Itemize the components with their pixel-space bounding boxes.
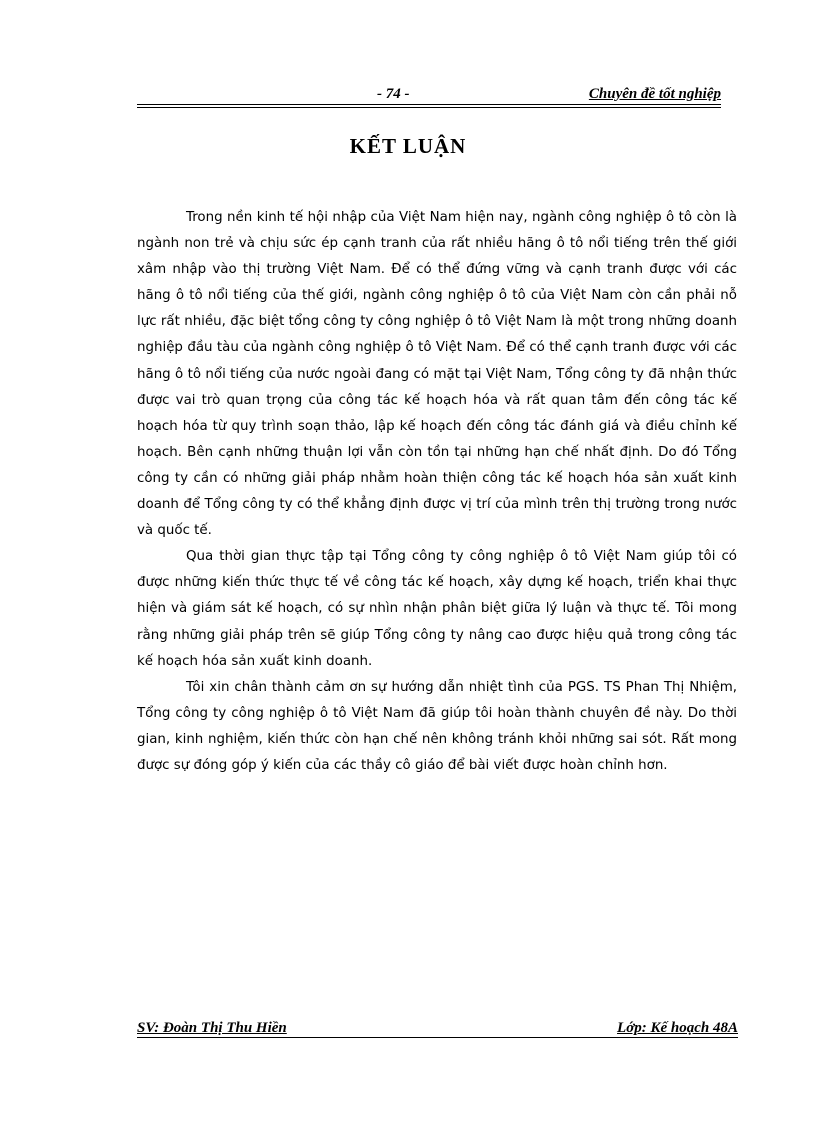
page-header <box>137 86 721 104</box>
header-divider <box>137 104 721 108</box>
page-number: - 74 - <box>377 86 410 102</box>
paragraph: Trong nền kinh tế hội nhập của Việt Nam hiện nay, ngành công nghiệp ô tô còn là ngành non trẻ và chịu sức ép cạnh tranh của rất nhiều hãng ô tô nổi tiếng trên thế giới xâm nhập vào thị trường Việt Nam. Để có thể đứng vững và cạnh tranh được với các hãng ô tô nổi tiếng của thế giới, ngành công nghiệp ô tô của Việt Nam còn cần phải nỗ lực rất nhiều, đặc biệt tổng công ty công nghiệp ô tô Việt Nam là một trong những doanh nghiệp đầu tàu của ngành công nghiệp ô tô Việt Nam. Để có thể cạnh tranh được với các hãng ô tô nổi tiếng của nước ngoài đang có mặt tại Việt Nam, Tổng công ty đã nhận thức được vai trò quan trọng của công tác kế hoạch hóa và rất quan tâm đến công tác kế hoạch hóa từ quy trình soạn thảo, lập kế hoạch đến công tác đánh giá và điều chỉnh kế hoạch. Bên cạnh những thuận lợi vẫn còn tồn tại những hạn chế nhất định. Do đó Tổng công ty cần có những giải pháp nhằm hoàn thiện công tác kế hoạch hóa sản xuất kinh doanh để Tổng công ty có thể khẳng định được vị trí của mình trên thị trường trong nước và quốc tế. <box>137 210 737 539</box>
footer-class: Lớp: Kế hoạch 48A <box>617 1020 738 1036</box>
footer-student: SV: Đoàn Thị Thu Hiền <box>137 1020 287 1036</box>
page-title: KẾT LUẬN <box>349 134 467 158</box>
document-title: Chuyên đề tốt nghiệp <box>588 86 721 102</box>
paragraph: Tôi xin chân thành cảm ơn sự hướng dẫn nhiệt tình của PGS. TS Phan Thị Nhiệm, Tổng công ty công nghiệp ô tô Việt Nam đã giúp tôi hoàn thành chuyên đề này. Do thời gian, kinh nghiệm, kiến thức còn hạn chế nên không tránh khỏi những sai sót. Rất mong được sự đóng góp ý kiến của các thầy cô giáo để bài viết được hoàn chỉnh hơn. <box>137 679 737 773</box>
footer-divider <box>137 1037 738 1038</box>
document-body <box>137 205 737 779</box>
page-footer <box>137 1020 738 1038</box>
paragraph: Qua thời gian thực tập tại Tổng công ty công nghiệp ô tô Việt Nam giúp tôi có được những kiến thức thực tế về công tác kế hoạch, xây dựng kế hoạch, triển khai thực hiện và giám sát kế hoạch, có sự nhìn nhận phân biệt giữa lý luận và thực tế. Tôi mong rằng những giải pháp trên sẽ giúp Tổng công ty nâng cao được hiệu quả trong công tác kế hoạch hóa sản xuất kinh doanh. <box>137 549 737 669</box>
